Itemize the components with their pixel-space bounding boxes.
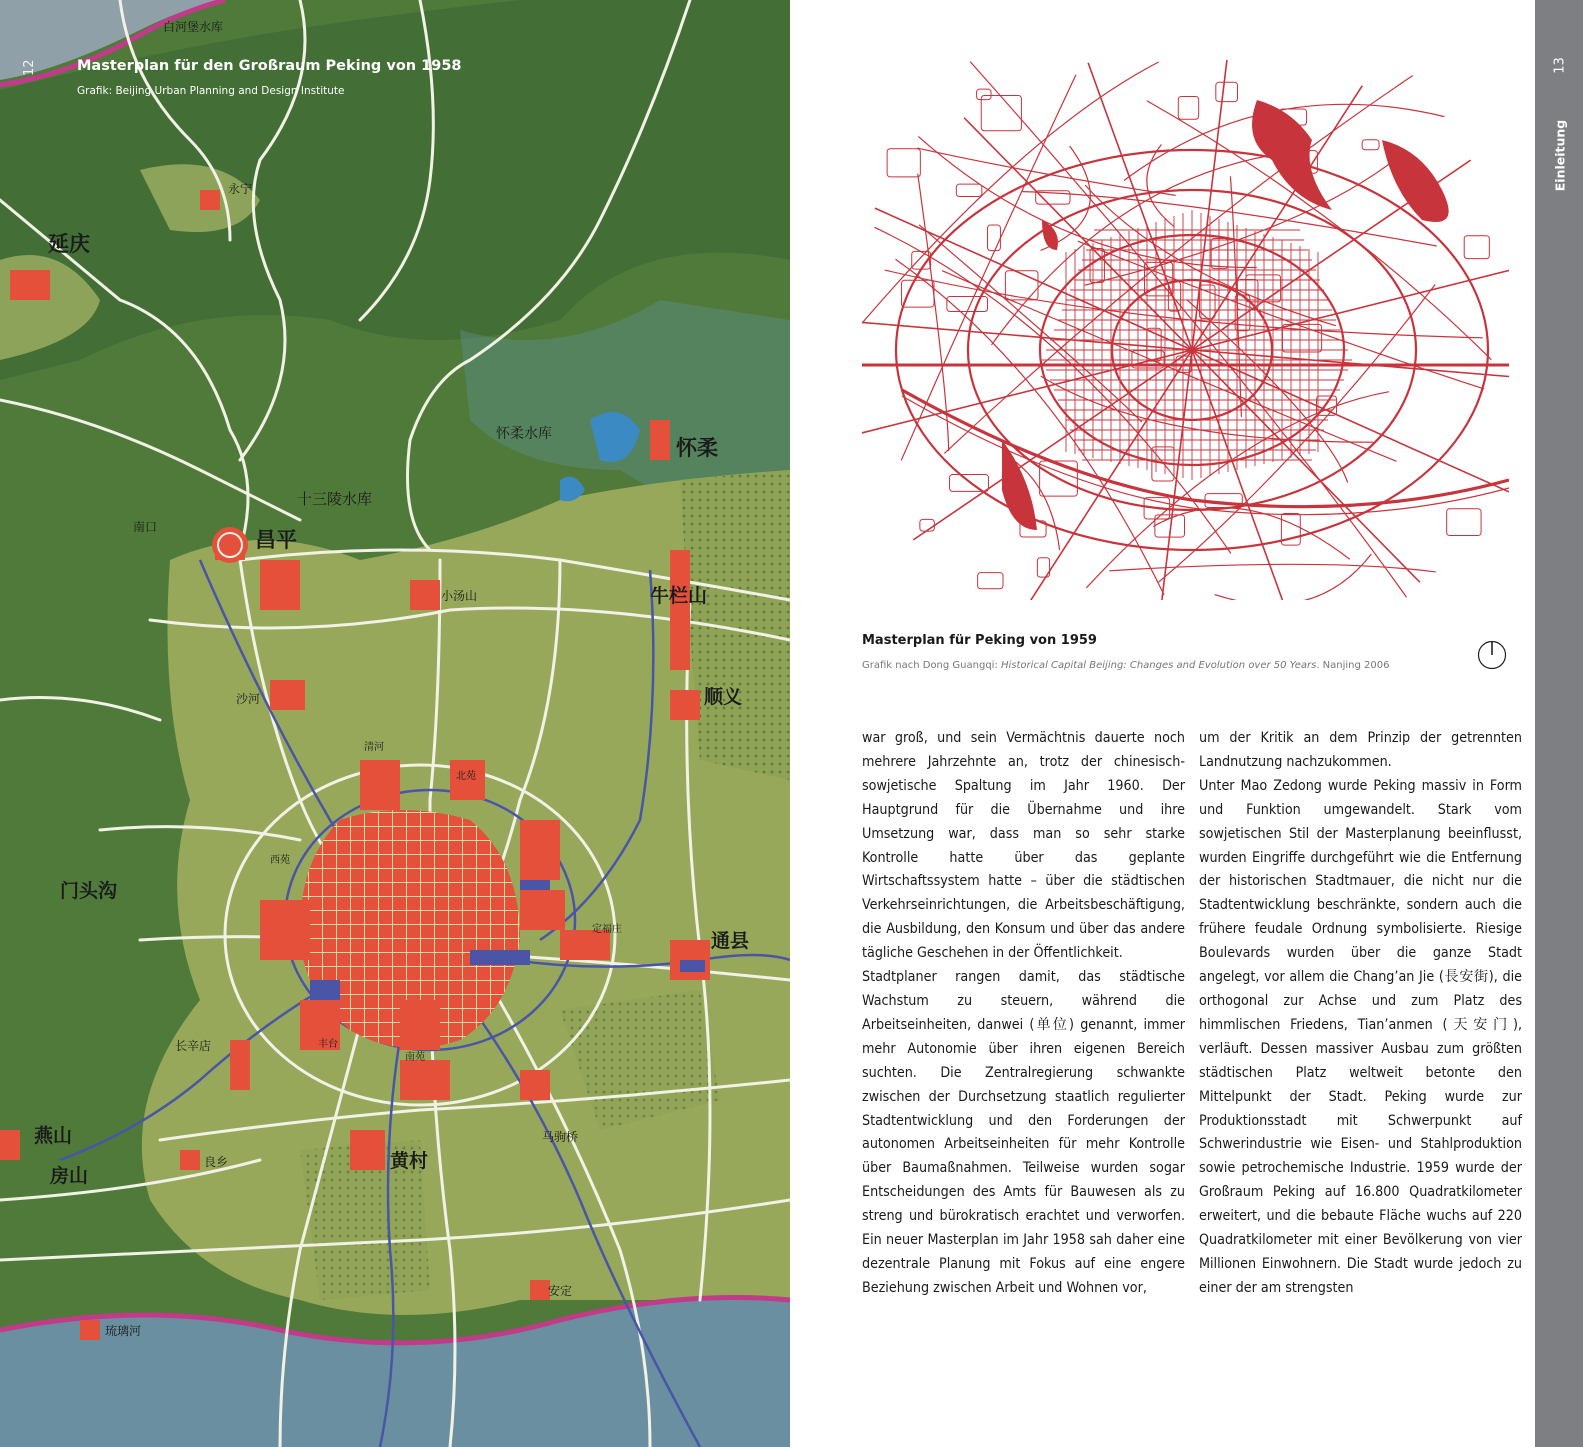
plan-minor-road [1147, 145, 1175, 227]
paragraph: Stadtplaner rangen damit, das städtische Wachstum zu steuern, während die Arbeitseinheiten, danwei (单位) genannt, immer mehr Autonomie über ihren eigenen Bereich suchten. Die Zentralregierung schwankte zwischen der Durchsetzung staatlich regulierter Stadtentwicklung und den Forderungen der autonomen Arbeitseinheiten für mehr Kontrolle über Baumaßnahmen. Teilweise wurden sogar Entscheidungen des Amts für Bauwesen als zu streng und bürokratisch erachtet und verworfen. Ein neuer Masterplan im Jahr 1958 sah daher eine dezentrale Planung mit Fokus auf eine engere Beziehung zwischen Arbeit und Wohnen vor, [862, 969, 1185, 1296]
map-label-shunyi: 顺义 [704, 686, 743, 708]
north-arrow-icon [1477, 640, 1507, 670]
map-credit: Grafik: Beijing Urban Planning and Design Institute [77, 85, 345, 97]
plan-minor-road [1086, 392, 1389, 588]
map-label-fengtai: 丰台 [318, 1039, 338, 1050]
figure-title: Masterplan für Peking von 1959 [862, 633, 1097, 648]
plan-minor-road [918, 136, 1256, 267]
map-label-yanshan: 燕山 [34, 1125, 73, 1147]
page-number-left: 12 [22, 59, 37, 76]
caption-book-title: Historical Capital Beijing: Changes and Evolution over 50 Years [1001, 660, 1317, 671]
map-label-liulihe: 琉璃河 [105, 1324, 142, 1338]
text-column-2 [1199, 727, 1522, 1301]
plan-district [1362, 140, 1379, 150]
map-label-xiaotangshan: 小汤山 [441, 589, 478, 603]
plan-radial-road [913, 350, 1192, 540]
page-number-right: 13 [1552, 57, 1568, 74]
caption-prefix: Grafik nach Dong Guangqi: [862, 660, 1001, 671]
map-label-shahe: 沙河 [236, 692, 261, 706]
map-label-majuqiao: 马驹桥 [542, 1130, 579, 1144]
map-label-anding: 安定 [548, 1284, 573, 1298]
map-label-nanyuan: 南苑 [405, 1052, 425, 1063]
plan-minor-road [1215, 554, 1372, 600]
map-label-baihe: 白河堡水库 [163, 20, 224, 34]
plan-railway [902, 390, 1509, 507]
paragraph: um der Kritik an dem Prinzip der getrennten Landnutzung nachzukommen. [1199, 730, 1522, 770]
map-label-niulanshan: 牛栏山 [650, 585, 708, 607]
plan-district [1464, 236, 1489, 259]
map-label-yongning: 永宁 [228, 182, 253, 196]
plan-district [978, 573, 1003, 589]
plan-minor-road [1085, 156, 1399, 285]
plan-district [1246, 275, 1281, 302]
paragraph: Unter Mao Zedong wurde Peking massiv in Form und Funktion umgewandelt. Stark vom sowjetischen Stil der Masterplanung beeinflusst, wurden Eingriffe durchgeführt wie die Entfernung der historischen Stadtmauer, die nicht nur die Stadtentwicklung beschränkte, sondern auch die frühere feudale Ordnung symbolisierte. Riesige Boulevards wurden über die ganze Stadt angelegt, vor allem die Chang’an Jie (長安街), die orthogonal zur Achse und zum Platz des himmlischen Friedens, Tian’anmen (天安门), verläuft. Dessen massiver Ausbau zum größten städtischen Platz weltweit betonte den Mittelpunkt der Stadt. Peking wurde zur Produktionsstadt mit Schwerpunkt auf Schwerindustrie wie Eisen- und Stahlproduktion sowie petrochemische Industrie. 1959 wurde der Großraum Peking auf 16.800 Quadratkilometer erweitert, und die bebaute Fläche wuchs auf 220 Quadratkilometer mit einer Bevölkerung von vier Millionen Einwohnern. Die Stadt wurde jedoch zu einer der am strengsten [1199, 777, 1522, 1296]
plan-district [1447, 509, 1481, 536]
text-column-1 [862, 727, 1185, 1301]
caption-suffix: . Nanjing 2006 [1316, 660, 1390, 671]
plan-minor-road [1085, 185, 1336, 326]
plan-district [920, 519, 934, 531]
section-tab [1535, 0, 1583, 1447]
map-label-dingfuzhuang: 定福庄 [592, 924, 622, 935]
plan-radial-road [1192, 350, 1296, 600]
plan-district [887, 149, 920, 177]
map-label-beiyuan: 北苑 [456, 771, 476, 782]
map-label-huairou-reservoir: 怀柔水库 [496, 426, 552, 442]
plan-district [1211, 238, 1228, 268]
plan-district [977, 89, 991, 100]
plan-radial-road [1088, 63, 1192, 350]
plan-district [988, 225, 1001, 251]
map-label-nankou: 南口 [133, 520, 158, 534]
plan-minor-road [1078, 241, 1484, 389]
map-artwork [0, 0, 790, 1447]
map-label-qinghe: 清河 [364, 742, 384, 753]
paragraph: war groß, und sein Vermächtnis dauerte noch mehrere Jahrzehnte an, trotz der chinesisch-sowjetische Spaltung im Jahr 1960. Der Hauptgrund für die Übernahme und ihre Umsetzung war, dass man so sehr starke Kontrolle hatte über das geplante Wirtschaftssystem hatte – über die städtischen Verkehrseinrichtungen, die Arbeitsbeschäftigung, die Ausbildung, den Konsum und über das andere tägliche Geschehen in der Öffentlichkeit. [862, 730, 1185, 962]
map-label-yanqing: 延庆 [48, 232, 90, 256]
plan-district [1216, 82, 1238, 101]
city-plan-drawing [862, 60, 1509, 600]
map-label-huangcun: 黄村 [390, 1150, 429, 1172]
plan-district [950, 475, 989, 492]
plan-radial-road [964, 118, 1192, 350]
map-label-tongxian: 通县 [711, 930, 750, 952]
map-title: Masterplan für den Großraum Peking von 1958 [77, 58, 462, 74]
map-label-shisanling: 十三陵水库 [297, 490, 373, 508]
map-label-huairou: 怀柔 [676, 436, 718, 460]
map-label-changxindian: 长辛店 [175, 1039, 212, 1053]
map-label-changping: 昌平 [255, 528, 297, 552]
map-label-liangxiang: 良乡 [204, 1155, 229, 1169]
map-label-xiyuan: 西苑 [270, 855, 290, 866]
figure-caption [862, 660, 1390, 671]
plan-district [956, 184, 982, 196]
map-label-fangshan: 房山 [50, 1165, 89, 1187]
section-label: Einleitung [1552, 119, 1568, 192]
city-plan-figure [862, 60, 1509, 600]
map-label-mentougou: 门头沟 [60, 880, 118, 902]
regional-masterplan-map [0, 0, 790, 1447]
plan-minor-road [918, 174, 949, 451]
plan-district [1178, 97, 1198, 120]
plan-minor-road [944, 76, 1412, 454]
plan-radial-road [862, 350, 1192, 437]
